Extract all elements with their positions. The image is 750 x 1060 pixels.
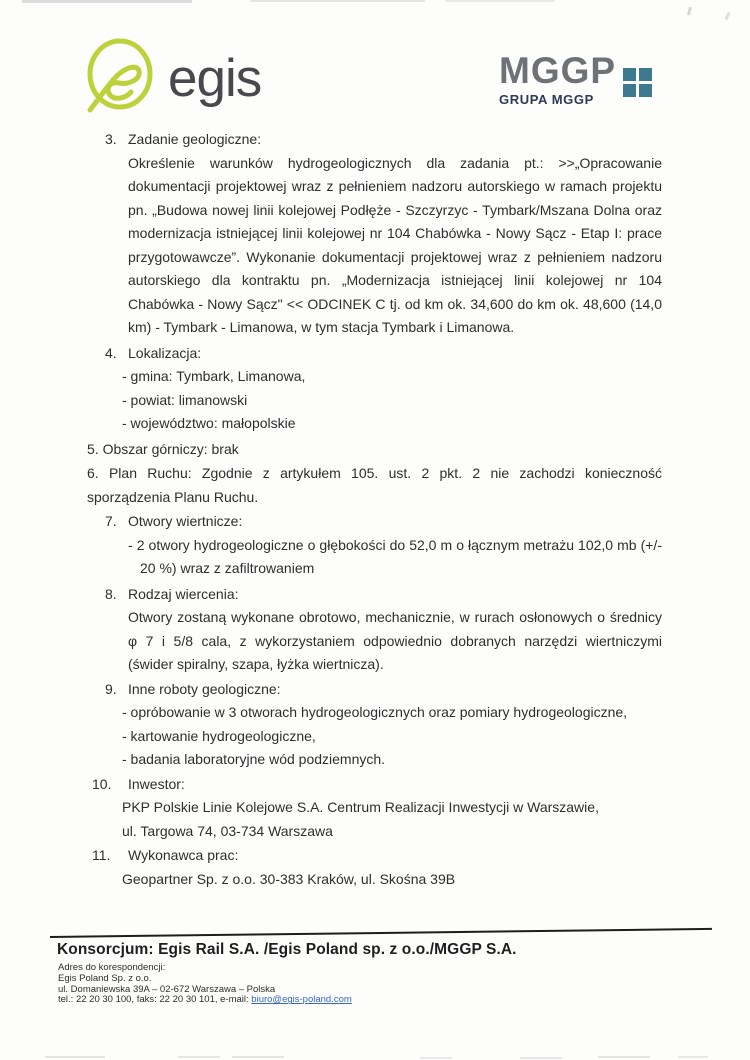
- company-line: Egis Poland Sp. z o.o.: [58, 972, 152, 984]
- scan-artifact: [22, 0, 192, 3]
- correspondence-address: [58, 963, 352, 1006]
- list-item-line: - powiat: limanowski: [122, 391, 248, 408]
- list-item-5: 5. Obszar górniczy: brak: [87, 440, 239, 457]
- item-8-paragraph: Otwory zostaną wykonane obrotowo, mechanicznie, w rurach osłonowych o średnicy φ 7 i 5/8 cala, z wykorzystaniem odpowiednio dobranych narzędzi wiertniczymi (świder spiralny, szapa, łyżka wiertnicza).: [128, 609, 662, 672]
- scan-artifact: [250, 0, 425, 2]
- list-item-line: - kartowanie hydrogeologiczne,: [122, 727, 316, 744]
- scan-artifact: [598, 1056, 650, 1058]
- egis-wordmark: egis: [168, 49, 262, 108]
- email-link[interactable]: biuro@egis-poland.com: [251, 994, 352, 1006]
- list-item-line: - gmina: Tymbark, Limanowa,: [122, 368, 306, 384]
- list-item-8: [100, 583, 662, 607]
- item-title: Rodzaj wiercenia:: [128, 585, 239, 602]
- item-title: Inne roboty geologiczne:: [128, 680, 281, 697]
- scan-artifact: [232, 1056, 284, 1058]
- scan-artifact: [45, 1056, 105, 1058]
- scan-artifact: [678, 1056, 708, 1058]
- footer-divider: [50, 928, 712, 938]
- scan-artifact: [445, 0, 555, 2]
- item-number: 3.: [105, 131, 117, 147]
- scan-artifact: [520, 1057, 562, 1059]
- list-item-4: [100, 342, 662, 366]
- list-item-9: [100, 678, 662, 702]
- item-3-paragraph: Określenie warunków hydrogeologicznych dla zadania pt.: >>„Opracowanie dokumentacji projektowej wraz z pełnieniem nadzoru autorskiego w ramach projektu pn. „Budowa nowej linii kolejowej Podłęże - Szczyrzyc - Tymbark/Mszana Dolna oraz modernizacja istniejącej linii kolejowej nr 104 Chabówka - Nowy Sącz - Etap I: prace przygotowawcze”. Wykonanie dokumentacji projektowej wraz z pełnieniem nadzoru autorskiego dla kontraktu pn. „Modernizacja istniejącej linii kolejowej nr 104 Chabówka - Nowy Sącz" << ODCINEK C tj. od km ok. 34,600 do km ok. 48,600 (14,0 km) - Tymbark - Limanowa, w tym stacja Tymbark i Limanowa.: [128, 154, 662, 335]
- item-title: Zadanie geologiczne:: [128, 131, 262, 147]
- document-body: [87, 128, 662, 891]
- list-item-11: [92, 844, 662, 868]
- scan-artifact: [178, 1056, 220, 1058]
- egis-logo: [82, 34, 261, 116]
- item-number: 10.: [92, 775, 112, 792]
- list-item-line: Geopartner Sp. z o.o. 30-383 Kraków, ul. Skośna 39B: [122, 870, 456, 887]
- list-item-line: - badania laboratoryjne wód podziemnych.: [122, 751, 386, 767]
- item-number: 4.: [105, 344, 117, 361]
- consortium-line: Konsorcjum: Egis Rail S.A. /Egis Poland sp. z o.o./MGGP S.A.: [57, 941, 517, 958]
- list-item-7: [100, 510, 662, 534]
- item-number: 7.: [105, 513, 117, 529]
- item-title: Wykonawca prac:: [128, 847, 239, 863]
- mggp-logo: [499, 52, 616, 107]
- mggp-subtitle: GRUPA MGGP: [499, 92, 594, 107]
- list-item-line: - 2 otwory hydrogeologiczne o głębokości do 52,0 m o łącznym metrażu 102,0 mb (+/- 20 %) wraz z zafiltrowaniem: [128, 536, 662, 576]
- egis-circle-e-icon: [82, 34, 156, 116]
- item-title: Lokalizacja:: [128, 344, 202, 361]
- scan-artifact: [420, 1057, 452, 1059]
- street-line: ul. Domaniewska 39A – 02-672 Warszawa – Polska: [58, 983, 276, 995]
- list-item-line: - województwo: małopolskie: [122, 415, 296, 431]
- mggp-squares-icon: [623, 68, 652, 97]
- contact-prefix: tel.: 22 20 30 100, faks: 22 20 30 101, e-mail:: [58, 994, 252, 1006]
- item-number: 11.: [92, 847, 111, 863]
- scan-artifact: [687, 7, 692, 16]
- scan-artifact: [724, 12, 730, 21]
- list-item-line: ul. Targowa 74, 03-734 Warszawa: [122, 822, 333, 839]
- mggp-wordmark: MGGP: [499, 50, 617, 91]
- list-item-3: [100, 128, 662, 152]
- list-item-6: 6. Plan Ruchu: Zgodnie z artykułem 105. ust. 2 pkt. 2 nie zachodzi konieczność sporządzenia Planu Ruchu.: [87, 465, 662, 505]
- item-title: Otwory wiertnicze:: [128, 513, 243, 529]
- list-item-10: [92, 773, 662, 797]
- item-title: Inwestor:: [128, 775, 185, 792]
- address-label: Adres do korespondencji:: [58, 962, 166, 973]
- item-number: 8.: [105, 585, 117, 602]
- list-item-line: - opróbowanie w 3 otworach hydrogeologicznych oraz pomiary hydrogeologiczne,: [122, 704, 628, 720]
- list-item-line: PKP Polskie Linie Kolejowe S.A. Centrum Realizacji Inwestycji w Warszawie,: [122, 799, 599, 815]
- item-number: 9.: [105, 680, 117, 697]
- contact-line: [58, 995, 352, 1006]
